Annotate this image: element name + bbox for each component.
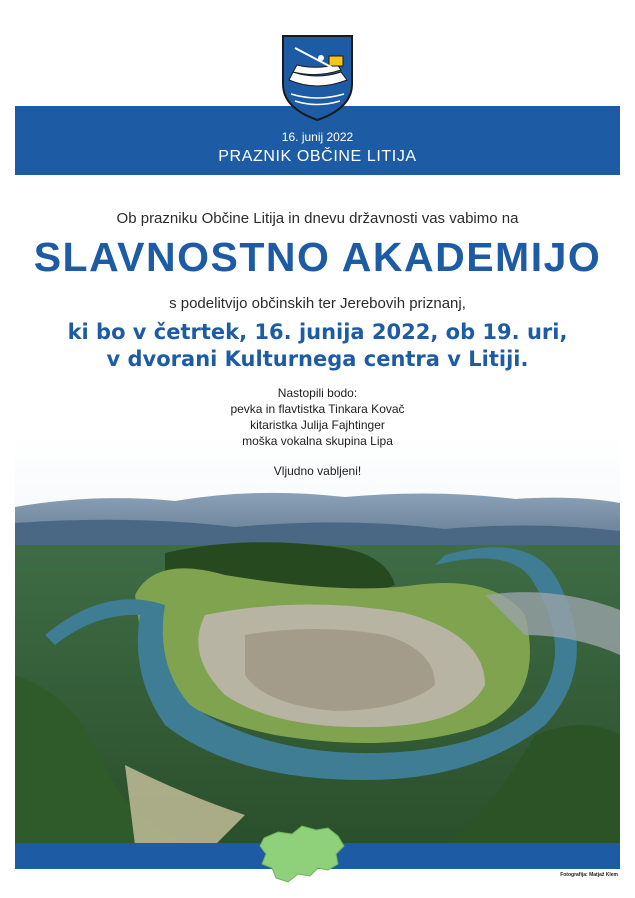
- closing-greeting: Vljudno vabljeni!: [273, 464, 362, 478]
- awards-subline: s podelitvijo občinskih ter Jerebovih priznanj,: [169, 295, 466, 312]
- slovenia-map-icon: [258, 824, 346, 886]
- event-headline: SLAVNOSTNO AKADEMIJO: [33, 234, 602, 280]
- event-where: v dvorani Kulturnega centra v Litiji.: [106, 347, 529, 371]
- performers-heading: Nastopili bodo:: [277, 386, 358, 400]
- performer-item: pevka in flavtistka Tinkara Kovač: [230, 402, 405, 416]
- event-when: ki bo v četrtek, 16. junija 2022, ob 19. uri,: [67, 320, 568, 344]
- header-title: PRAZNIK OBČINE LITIJA: [218, 148, 417, 165]
- litija-coat-of-arms-icon: [281, 34, 354, 122]
- performer-item: moška vokalna skupina Lipa: [242, 434, 393, 448]
- performer-item: kitaristka Julija Fajhtinger: [250, 418, 385, 432]
- photo-credit: Fotografija: Matjaž Klem: [560, 872, 618, 878]
- event-date: 16. junij 2022: [281, 130, 354, 144]
- intro-text: Ob prazniku Občine Litija in dnevu državnosti vas vabimo na: [116, 210, 519, 227]
- aerial-landscape-photo: [15, 435, 620, 845]
